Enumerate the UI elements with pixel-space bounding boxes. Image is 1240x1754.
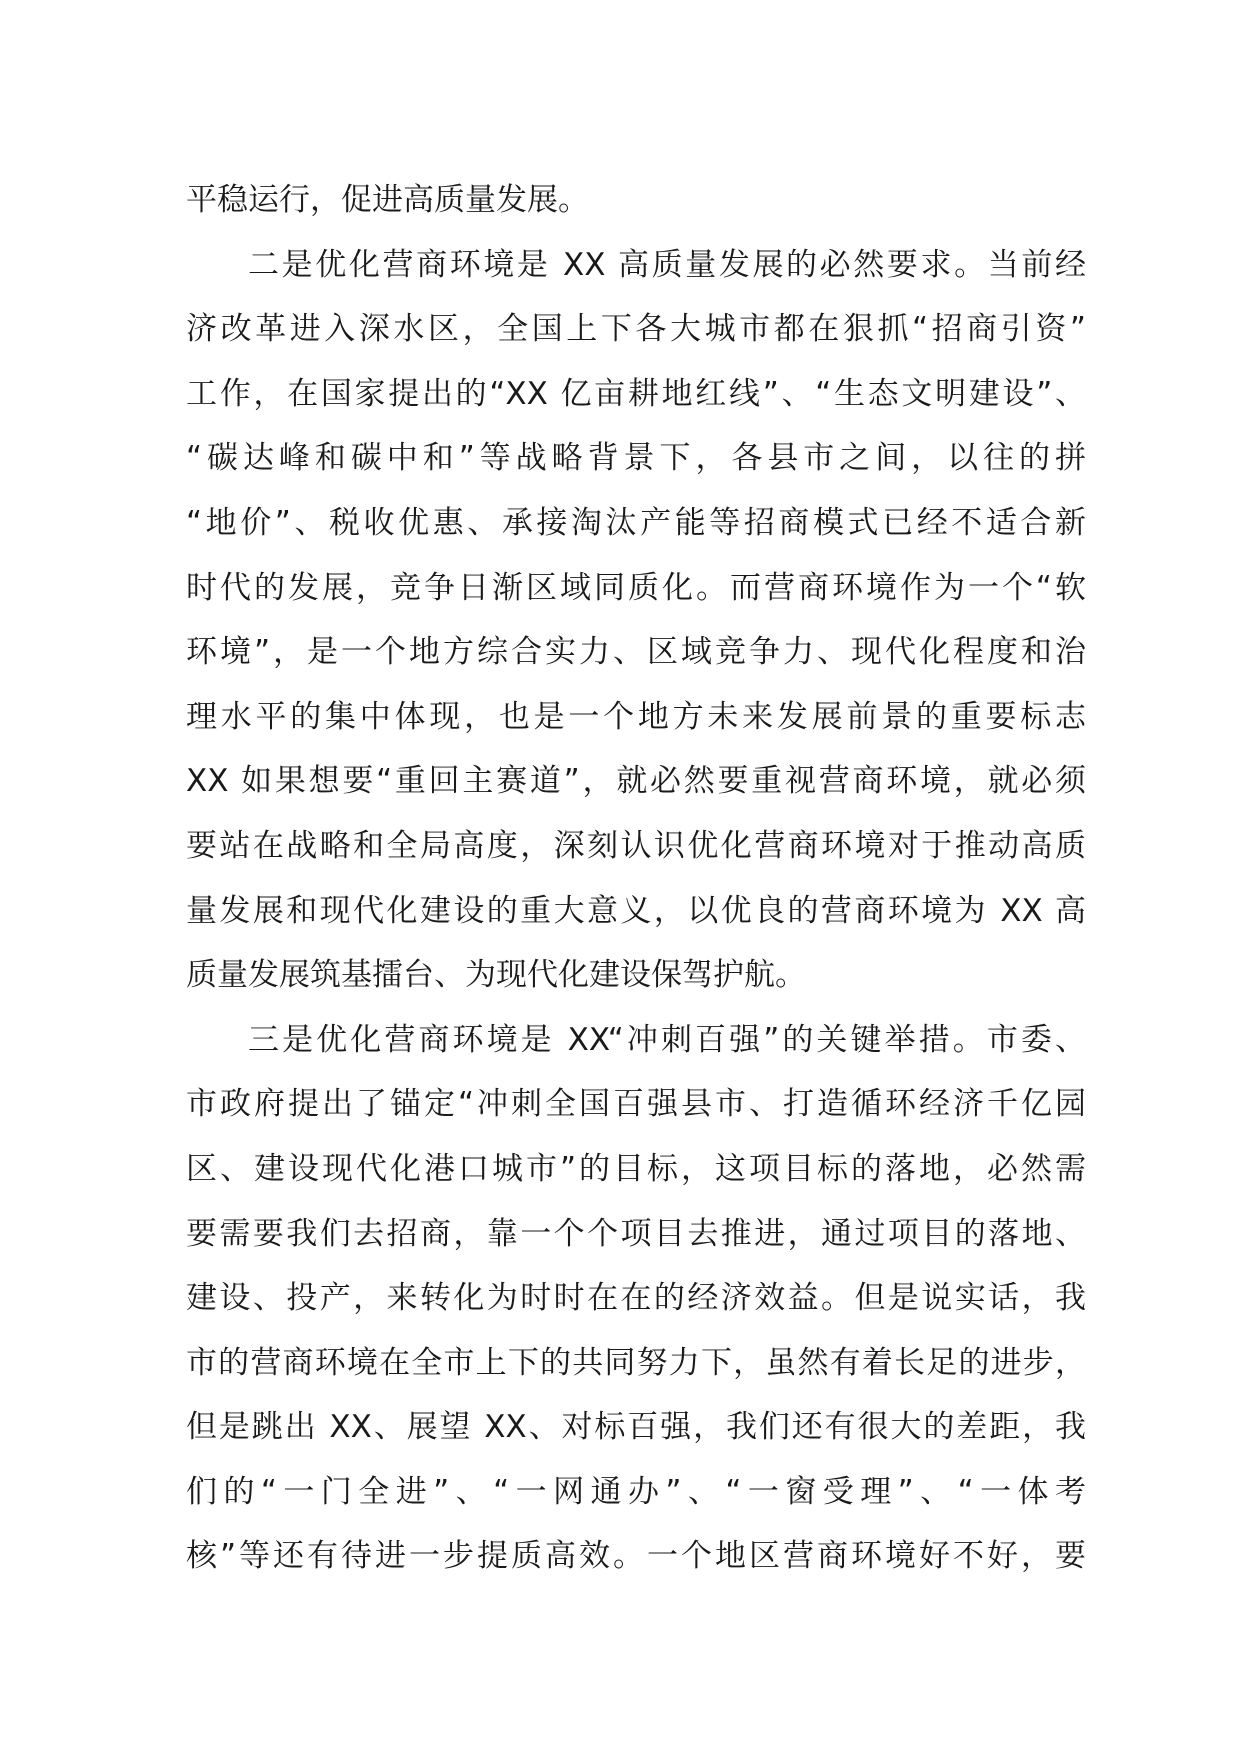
text-line: XX 如果想要“重回主赛道”，就必然要重视营商环境，就必须 [186, 763, 1086, 800]
text-line: 市的营商环境在全市上下的共同努力下，虽然有着长足的进步， [186, 1344, 1086, 1381]
text-line: 要站在战略和全局高度，深刻认识优化营商环境对于推动高质 [186, 827, 1086, 864]
text-line: 工作，在国家提出的“XX 亿亩耕地红线”、“生态文明建设”、 [186, 375, 1086, 412]
text-line: 质量发展筑基擂台、为现代化建设保驾护航。 [186, 957, 806, 994]
text-line: 但是跳出 XX、展望 XX、对标百强，我们还有很大的差距，我 [186, 1409, 1086, 1446]
text-line: 建设、投产，来转化为时时在在的经济效益。但是说实话，我 [186, 1280, 1086, 1317]
text-line: 时代的发展，竞争日渐区域同质化。而营商环境作为一个“软 [186, 569, 1086, 606]
paragraph-first-line: 二是优化营商环境是 XX 高质量发展的必然要求。当前经 [248, 246, 1086, 283]
body-text [186, 168, 1086, 1589]
text-line: 要需要我们去招商，靠一个个项目去推进，通过项目的落地、 [186, 1215, 1086, 1252]
text-line: 济改革进入深水区，全国上下各大城市都在狠抓“招商引资” [186, 311, 1086, 348]
text-line: 区、建设现代化港口城市”的目标，这项目标的落地，必然需 [186, 1150, 1086, 1187]
text-line: 量发展和现代化建设的重大意义，以优良的营商环境为 XX 高 [186, 892, 1086, 929]
text-line: “碳达峰和碳中和”等战略背景下，各县市之间，以往的拼 [186, 440, 1086, 477]
text-line: 市政府提出了锚定“冲刺全国百强县市、打造循环经济千亿园 [186, 1086, 1086, 1123]
text-line: 理水平的集中体现，也是一个地方未来发展前景的重要标志 [186, 698, 1086, 735]
text-line: 环境”，是一个地方综合实力、区域竞争力、现代化程度和治 [186, 634, 1086, 671]
text-line: “地价”、税收优惠、承接淘汰产能等招商模式已经不适合新 [186, 504, 1086, 541]
text-line: 们的“一门全进”、“一网通办”、“一窗受理”、“一体考 [186, 1473, 1086, 1510]
text-line: 平稳运行，促进高质量发展。 [186, 182, 589, 218]
paragraph-first-line: 三是优化营商环境是 XX“冲刺百强”的关键举措。市委、 [248, 1021, 1086, 1058]
text-line: 核”等还有待进一步提质高效。一个地区营商环境好不好，要 [186, 1538, 1086, 1575]
